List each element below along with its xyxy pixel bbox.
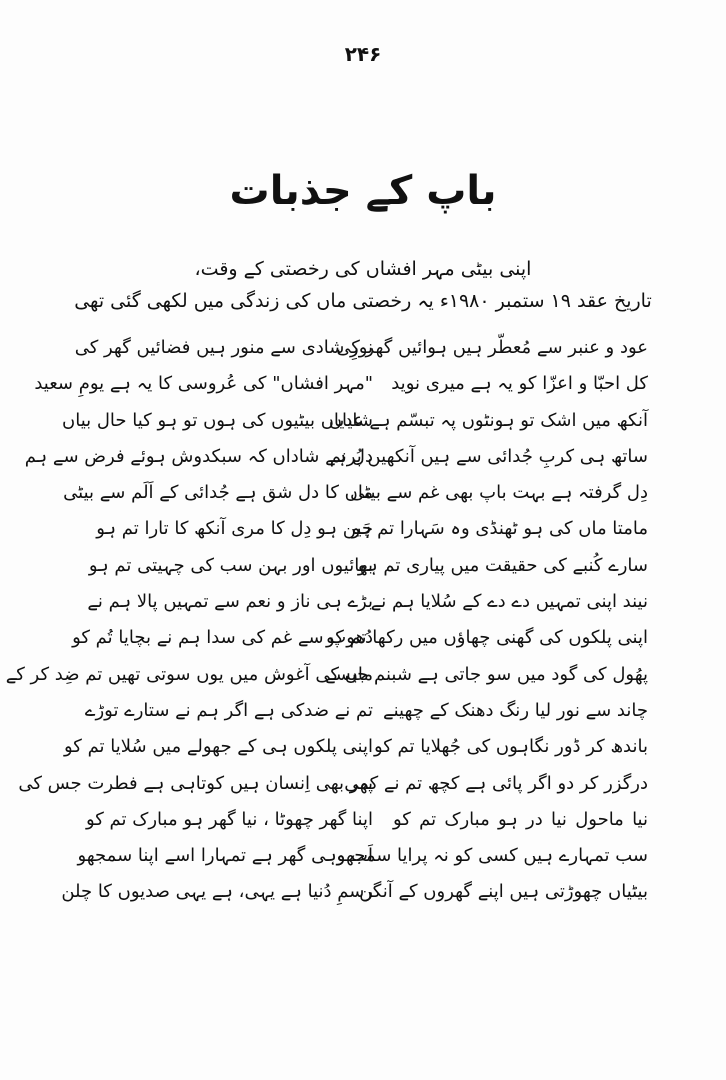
poem-title: باپ کے جذبات	[229, 168, 497, 214]
verse-line: چاند سے نور لیا رنگ دھنک کے چھینے	[383, 699, 648, 721]
poem-subtitle-occasion: اپنی بیٹی مہر افشاں کی رخصتی کے وقت،	[194, 258, 532, 280]
verse-line: پھر بھی اِنسان ہیں کوتاہی ہے فطرت جس کی	[18, 772, 373, 794]
verse-line: پھُول کی گود میں سو جاتی ہے شبنم جیسے	[325, 663, 648, 685]
verse-line: دُھوپ سے غم کی سدا ہم نے بچایا تُم کو	[72, 627, 373, 649]
verse-line: کل احبّا و اعزّا کو یہ ہے میری نوید	[391, 373, 648, 395]
verse-line: دل ہے شاداں کہ سبکدوش ہوئے فرض سے ہم	[24, 445, 373, 467]
verse-line: چَین ہو دِل کا مری آنکھ کا تارا تم ہو	[96, 518, 373, 540]
verse-line: ساتھ ہی کربِ جُدائی سے ہیں آنکھیں پُرنم	[329, 445, 648, 467]
verse-line: ماں کا دل شق ہے جُدائی کے اَلَم سے بیٹی	[63, 482, 373, 504]
verse-line: اپنی پلکوں ہی کے جھولے میں سُلایا تم کو	[63, 736, 373, 758]
verse-line: نیند اپنی تمہیں دے دے کے سُلایا ہم نے	[370, 591, 648, 613]
poem-column-right	[5, 330, 373, 911]
verse-line: رسمِ دُنیا ہے یہی، ہے یہی صدیوں کا چلن	[61, 881, 373, 903]
verse-line: سب تمہارے ہیں کسی کو نہ پرایا سمجھو	[336, 845, 648, 867]
verse-line: سارے کُنبے کی حقیقت میں پیاری تم ہو	[357, 554, 648, 576]
page-number: ۲۴۶	[344, 42, 382, 66]
verse-line: تم نے ضدکی ہے اگر ہم نے ستارے توڑے	[84, 699, 373, 721]
verse-line: ماں کی آغوش میں یوں سوتی تھیں تم ضِد کر کے	[5, 663, 373, 685]
verse-line: اپنا گھر چھوٹا ، نیا گھر ہو مبارک تم کو	[85, 808, 373, 830]
poem-subtitle-date: تاریخ عقد ۱۹ ستمبر ۱۹۸۰ء یہ رخصتی ماں کی زندگی میں لکھی گئی تھی	[74, 290, 652, 312]
poem-column-left	[325, 330, 648, 911]
verse-line: اَب وہی گھر ہے تمہارا اسے اپنا سمجھو	[77, 845, 373, 867]
verse-line: نورِ شادی سے منور ہیں فضائیں گھر کی	[74, 337, 373, 358]
verse-line: آنکھ میں اشک تو ہونٹوں پہ تبسّم ہے عیاں	[328, 409, 648, 431]
poem-body	[5, 330, 648, 911]
verse-line: دِل گرفتہ ہے بہت باپ بھی غم سے بیٹی	[350, 482, 648, 504]
verse-line: باندھ کر ڈور نگاہوں کی جُھلایا تم کو	[373, 736, 648, 758]
verse-line: شادیاں بیٹیوں کی ہوں تو ہو کیا حال بیاں	[61, 409, 373, 431]
verse-line: نیا ماحول نیا در ہو مبارک تم کو	[393, 808, 648, 830]
verse-line: بیٹیاں چھوڑتی ہیں اپنے گھروں کے آنگن	[359, 881, 648, 903]
verse-line: عود و عنبر سے مُعطّر ہیں ہوائیں گھر کی	[336, 337, 648, 358]
verse-line: بھائیوں اور بہن سب کی چہیتی تم ہو	[88, 554, 373, 576]
verse-line: بڑے ہی ناز و نعم سے تمہیں پالا ہم نے	[87, 591, 373, 613]
verse-line: "مہر افشاں" کی عُروسی کا یہ ہے یومِ سعید	[34, 373, 373, 395]
verse-line: درگزر کر دو اگر پائی ہے کچھ تم نے کمی	[344, 772, 648, 794]
verse-line: مامتا ماں کی ہو ٹھنڈی وہ سَہارا تم ہو	[351, 518, 648, 540]
verse-line: اپنی پلکوں کی گھنی چھاؤں میں رکھا تم کو	[325, 627, 648, 649]
